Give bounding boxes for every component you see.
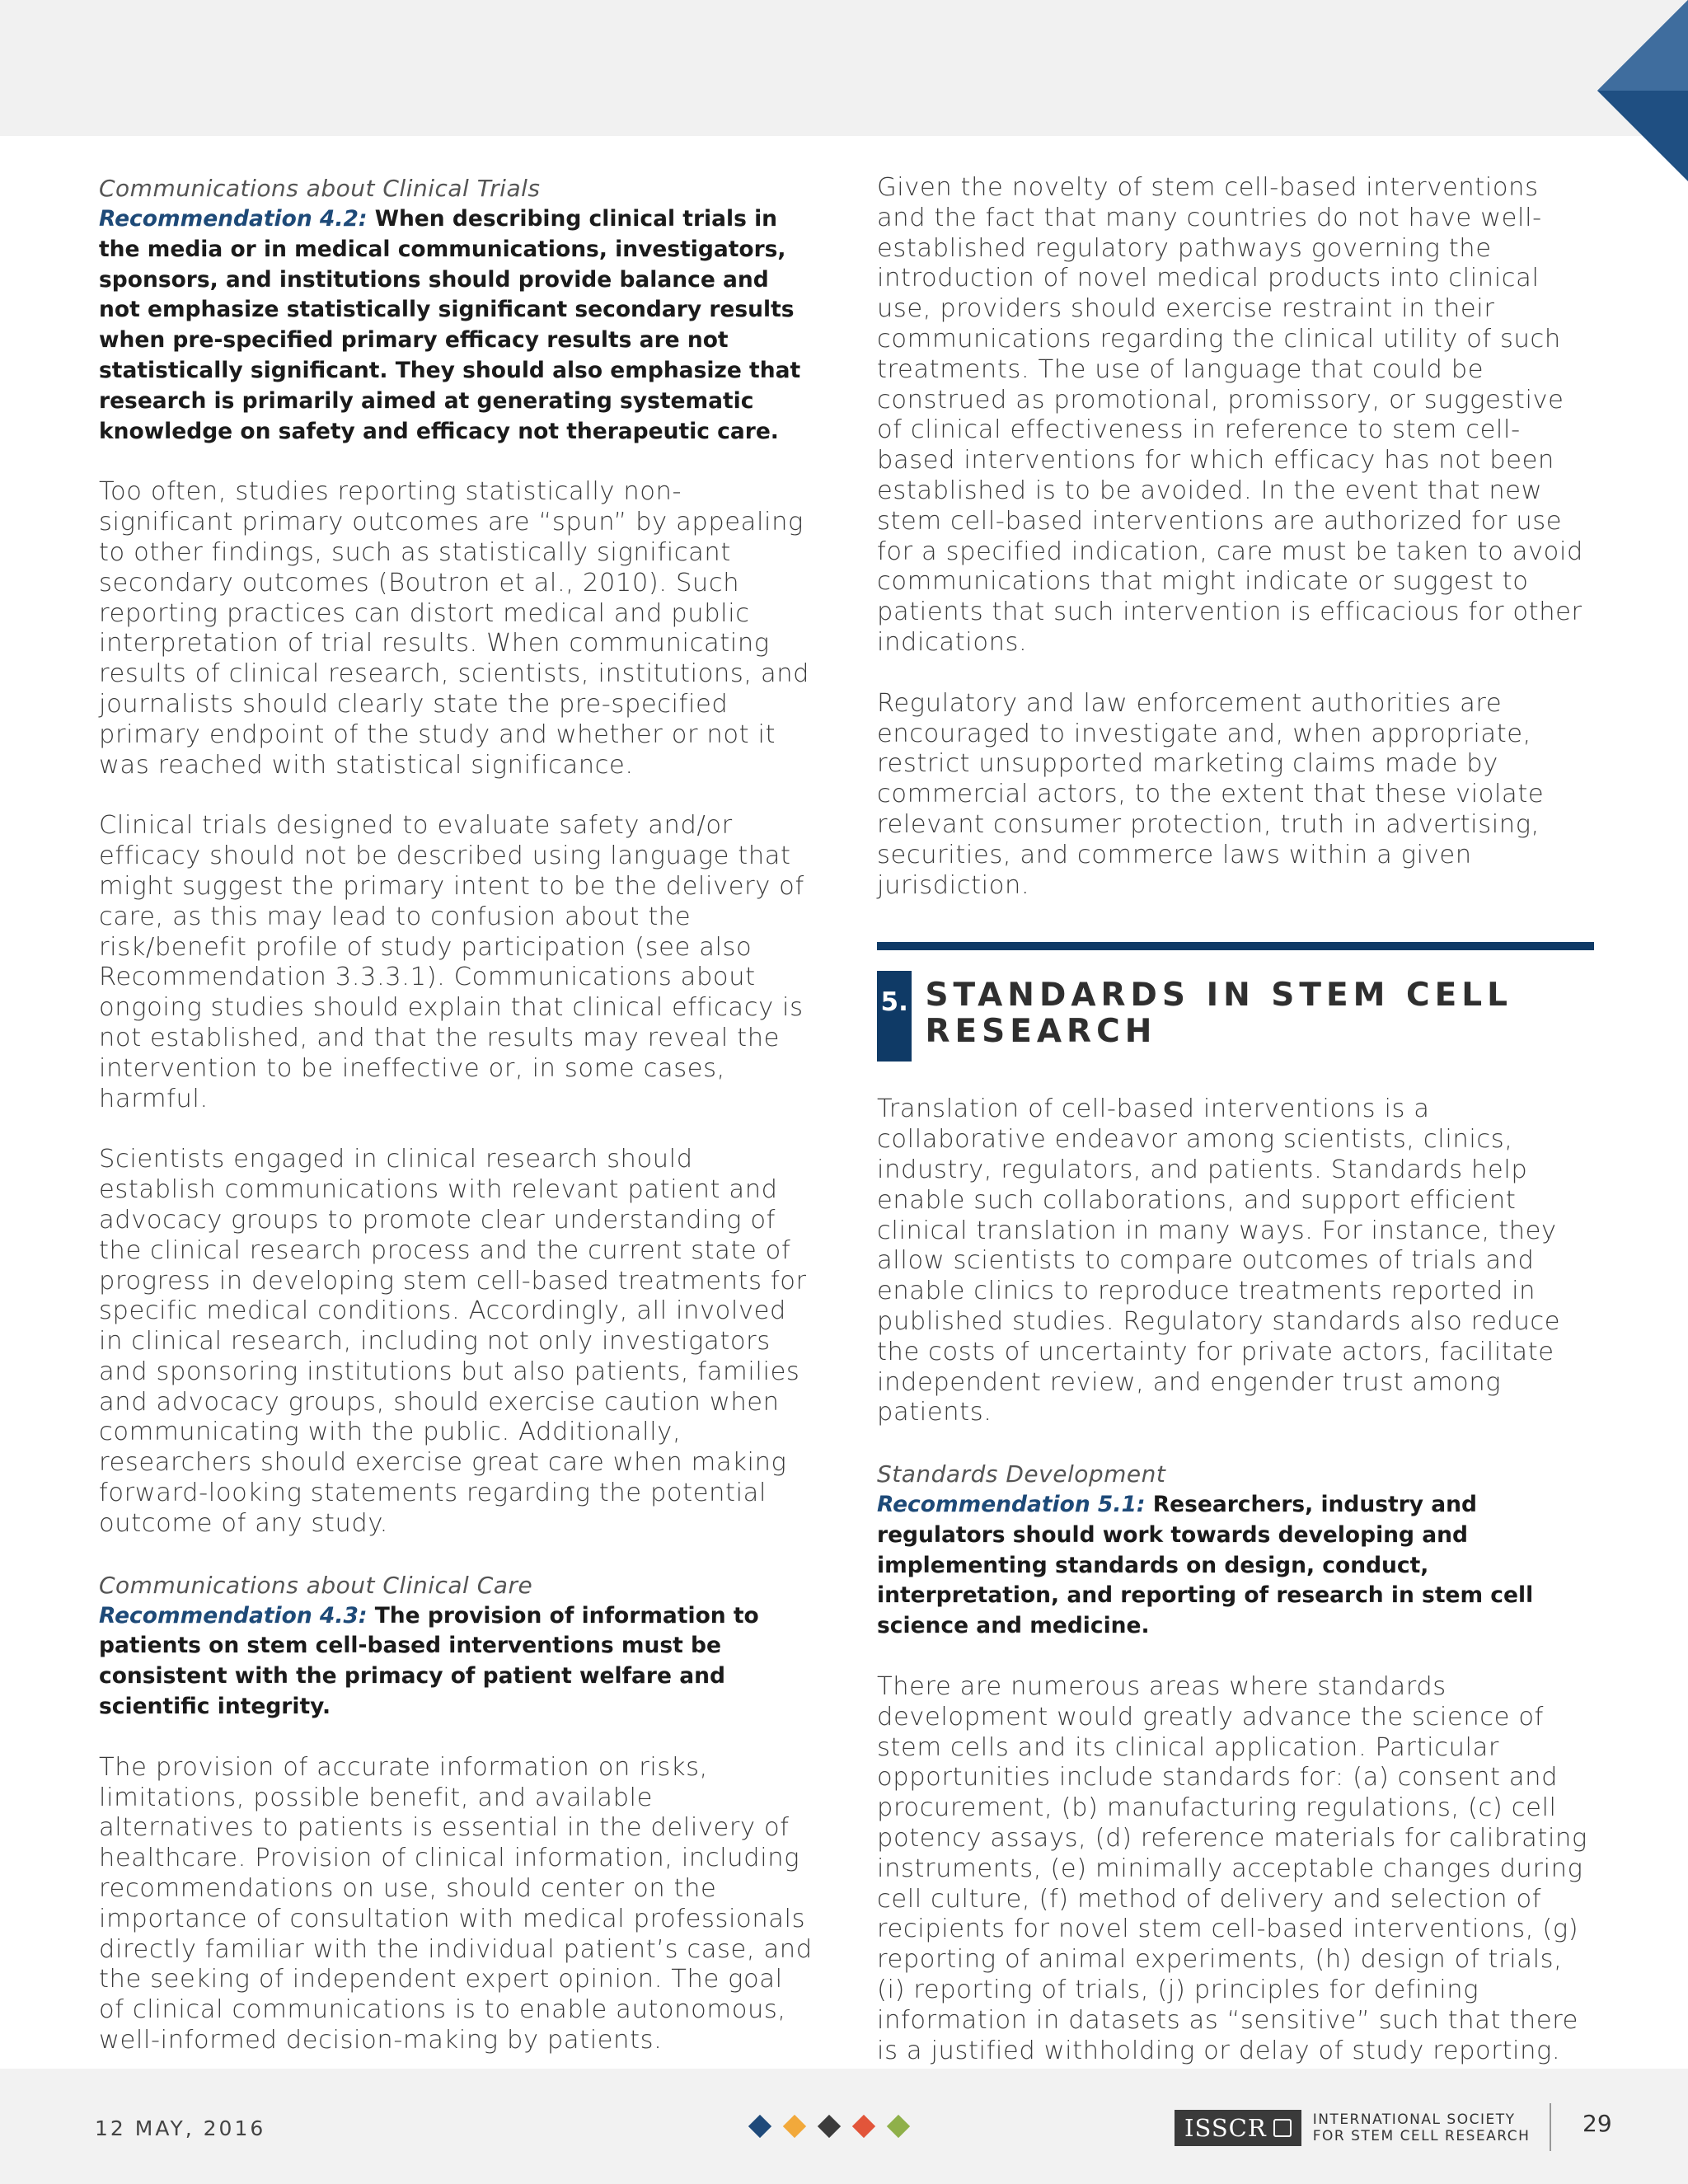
logo-text: ISSCR — [1184, 2114, 1267, 2142]
footer-date: 12 MAY, 2016 — [95, 2116, 266, 2140]
diamond-icon — [887, 2115, 910, 2138]
recommendation-text: When describing clinical trials in the media or in medical communications, investigators, sponsors, and institutions should provide balance and not emphasize statistically significant secondary results when pre-specified primary efficacy results are not statistically significant. They should also emphasize that research is primarily aimed at generating systematic knowledge on safety and efficacy not therapeutic care. — [99, 206, 801, 444]
recommendation-5-1 — [877, 1490, 1594, 1642]
isscr-logo — [1175, 2110, 1530, 2146]
paragraph: Given the novelty of stem cell-based interventions and the fact that many countries do not have well-established regulatory pathways governing the introduction of novel medical products into clinical use, providers should exercise restraint in their communications regarding the clinical utility of such treatments. The use of language that could be construed as promotional, promissory, or suggestive of clinical effectiveness in reference to stem cell-based interventions for which efficacy has not been established is to be avoided. In the event that new stem cell-based interventions are authorized for use for a specified indication, care must be taken to avoid communications that might indicate or suggest to patients that such intervention is efficacious for other indications. — [877, 173, 1583, 657]
header-band — [0, 0, 1688, 136]
paragraph: Clinical trials designed to evaluate safety and/or efficacy should not be described using language that might suggest the primary intent to be the delivery of care, as this may lead to confusion about the risk/benefit profile of study participation (see also Recommendation 3.3.3.1). Communications about ongoing studies should explain that clinical efficacy is not established, and that the results may reveal the intervention to be ineffective or, in some cases, harmful. — [99, 811, 804, 1113]
recommendation-4-3 — [99, 1601, 816, 1722]
paragraph: There are numerous areas where standards development would greatly advance the science of stem cells and its clinical application. Particular opportunities include standards for: (a) consent and procurement, (b) manufacturing regulations, (c) cell potency assays, (d) reference materials for calibrating instruments, (e) minimally acceptable changes during cell culture, (f) method of delivery and selection of recipients for novel stem cell-based interventions, (g) reporting of animal experiments, (h) design of trials, (i) reporting of trials, (j) principles for defining information in datasets as “sensitive” such that there is a justified withholding or delay of study reporting. — [877, 1672, 1587, 2065]
right-column — [877, 173, 1594, 2097]
corner-tab-icon — [1597, 0, 1688, 181]
paragraph: Regulatory and law enforcement authorities are encouraged to investigate and, when appropriate, restrict unsupported marketing claims made by commercial actors, to the extent that these violate relevant consumer protection, truth in advertising, securities, and commerce laws within a given jurisdiction. — [877, 688, 1545, 900]
recommendation-4-2 — [99, 204, 816, 447]
section-divider — [877, 942, 1594, 950]
paragraph: Translation of cell-based interventions is a collaborative endeavor among scientists, clinics, industry, regulators, and patients. Standards help enable such collaborations, and support efficient clinical translation in many ways. For instance, they allow scientists to compare outcomes of trials and enable clinics to reproduce treatments reported in published studies. Regulatory standards also reduce the costs of uncertainty for private actors, facilitate independent review, and engender trust among patients. — [877, 1094, 1561, 1427]
recommendation-text: Researchers, industry and regulators should work towards developing and implementing standards on design, conduct, interpretation, and reporting of research in stem cell science and medicine. — [877, 1492, 1534, 1639]
subheading-clinical-care: Communications about Clinical Care — [99, 1571, 533, 1599]
subheading-clinical-trials: Communications about Clinical Trials — [99, 175, 541, 202]
recommendation-text: The provision of information to patients on stem cell-based interventions must be consistent with the primacy of patient welfare and scientific integrity. — [99, 1602, 759, 1720]
recommendation-label: Recommendation 4.2: — [99, 206, 368, 232]
diamond-icon — [748, 2115, 771, 2138]
paragraph: Too often, studies reporting statistically non-significant primary outcomes are “spun” by appealing to other findings, such as statistically significant secondary outcomes (Boutron et al., 2010). Such reporting practices can distort medical and public interpretation of trial results. When communicating results of clinical research, scientists, institutions, and journalists should clearly state the pre-specified primary endpoint of the study and whether or not it was reached with statistical significance. — [99, 477, 810, 780]
recommendation-label: Recommendation 4.3: — [99, 1602, 368, 1629]
org-name-line: INTERNATIONAL SOCIETY — [1312, 2111, 1516, 2128]
seal-icon — [1273, 2119, 1292, 2137]
footer-separator — [1550, 2103, 1551, 2151]
left-column — [99, 173, 816, 2087]
page-number: 29 — [1582, 2110, 1612, 2137]
paragraph: Scientists engaged in clinical research should establish communications with relevant patient and advocacy groups to promote clear understanding of the clinical research process and the current state of progress in developing stem cell-based treatments for specific medical conditions. Accordingly, all involved in clinical research, including not only investigators and sponsoring institutions but also patients, families and advocacy groups, should exercise caution when communicating with the public. Additionally, researchers should exercise great care when making forward-looking statements regarding the potential outcome of any study. — [99, 1145, 807, 1538]
footer-diamonds — [752, 2118, 907, 2135]
section-number: 5. — [877, 971, 912, 1062]
diamond-icon — [818, 2115, 841, 2138]
org-name-line: FOR STEM CELL RESEARCH — [1312, 2128, 1531, 2144]
section-title: STANDARDS IN STEM CELL RESEARCH — [925, 977, 1512, 1051]
paragraph: The provision of accurate information on risks, limitations, possible benefit, and available alternatives to patients is essential in the delivery of healthcare. Provision of clinical information, including recommendations on use, should center on the importance of consultation with medical professionals directly familiar with the individual patient’s case, and the seeking of independent expert opinion. The goal of clinical communications is to enable autonomous, well-informed decision-making by patients. — [99, 1752, 813, 2055]
recommendation-label: Recommendation 5.1: — [877, 1492, 1146, 1518]
subheading-standards-development: Standards Development — [877, 1460, 1166, 1488]
logo-wordmark — [1175, 2110, 1301, 2146]
org-name — [1313, 2111, 1531, 2144]
diamond-icon — [852, 2115, 875, 2138]
diamond-icon — [783, 2115, 806, 2138]
section-heading — [877, 971, 1594, 1062]
